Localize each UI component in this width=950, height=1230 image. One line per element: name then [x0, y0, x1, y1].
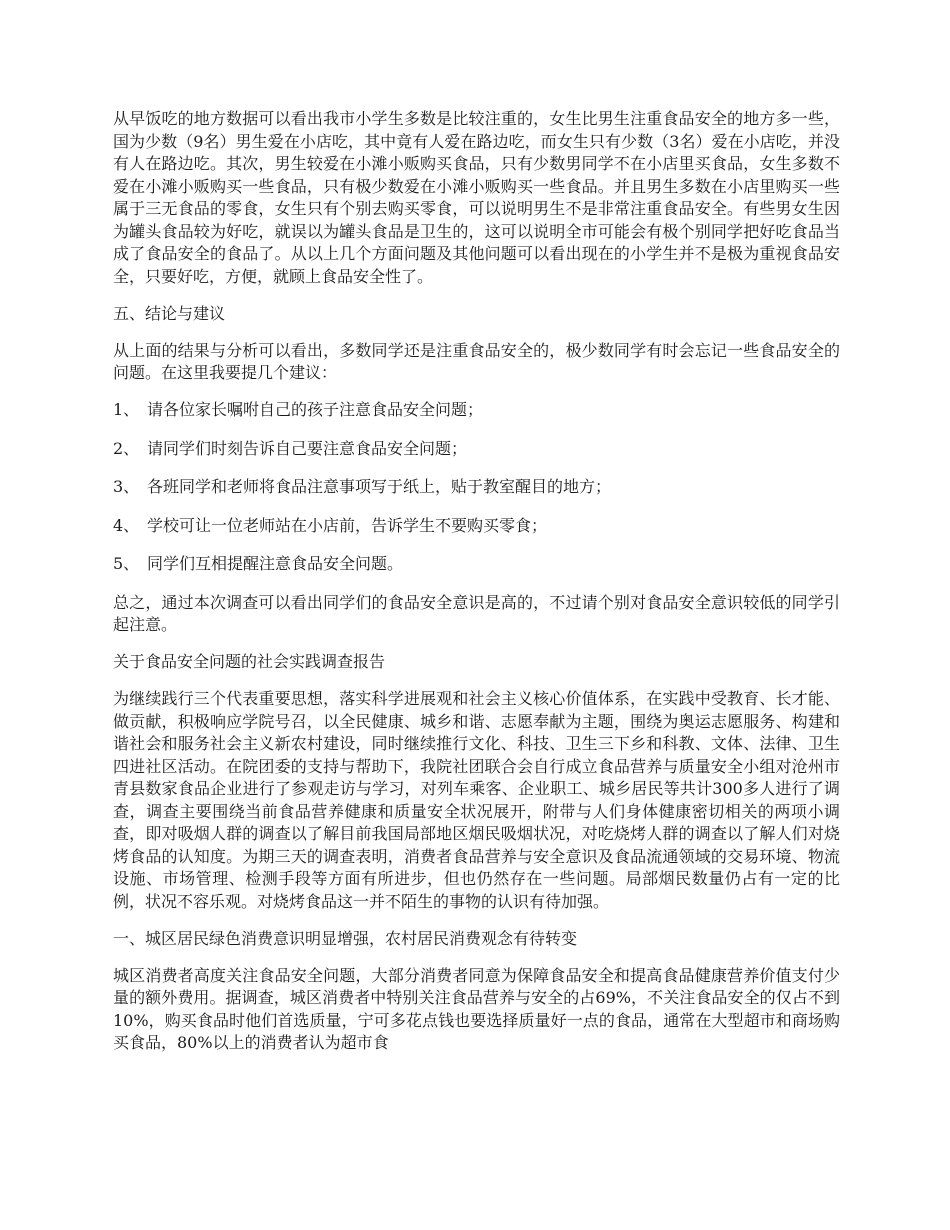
list-text: 同学们互相提醒注意食品安全问题。	[147, 554, 404, 573]
list-number: 2、	[113, 438, 140, 458]
paragraph-conclusions-intro: 从上面的结果与分析可以看出，多数同学还是注重食品安全的，极少数同学有时会忘记一些食品安全的问题。在这里我要提几个建议：	[113, 340, 840, 382]
list-text: 学校可让一位老师站在小店前，告诉学生不要购买零食；	[147, 515, 548, 535]
list-item	[113, 515, 840, 538]
list-item	[113, 399, 840, 422]
list-text: 各班同学和老师将食品注意事项写于纸上，贴于教室醒目的地方；	[147, 477, 612, 496]
suggestion-list	[113, 399, 840, 576]
list-number: 3、	[113, 477, 140, 496]
list-text: 请同学们时刻告诉自己要注意食品安全问题；	[147, 438, 468, 458]
document-page	[113, 108, 840, 1069]
paragraph-summary: 总之，通过本次调查可以看出同学们的食品安全意识是高的，不过请个别对食品安全意识较低的同学引起注意。	[113, 592, 840, 634]
list-number: 1、	[113, 400, 140, 419]
list-item	[113, 476, 840, 499]
section-heading-consumption: 一、城区居民绿色消费意识明显增强，农村居民消费观念有待转变	[113, 928, 578, 948]
list-number: 5、	[113, 554, 140, 573]
list-text: 请各位家长嘱咐自己的孩子注意食品安全问题；	[147, 400, 484, 419]
paragraph-breakfast-analysis: 从早饭吃的地方数据可以看出我市小学生多数是比较注重的，女生比男生注重食品安全的地方多一些，国为少数（9名）男生爱在小店吃，其中竟有人爱在路边吃，而女生只有少数（3名）爱在小店吃，并没有人在路边吃。其次，男生较爱在小滩小贩购买食品，只有少数男同学不在小店里买食品，女生多数不爱在小滩小贩购买一些食品，只有极少数爱在小滩小贩购买一些食品。并且男生多数在小店里购买一些属于三无食品的零食，女生只有个别去购买零食，可以说明男生不是非常注重食品安全。有些男女生因为罐头食品较为好吃，就误以为罐头食品是卫生的，这可以说明全市可能会有极个别同学把好吃食品当成了食品安全的食品了。从以上几个方面问题及其他问题可以看出现在的小学生并不是极为重视食品安全，只要好吃，方便，就顾上食品安全性了。	[113, 109, 840, 286]
list-number: 4、	[113, 515, 140, 535]
list-item	[113, 553, 840, 576]
paragraph-report-intro: 为继续践行三个代表重要思想，落实科学进展观和社会主义核心价值体系，在实践中受教育、长才能、做贡献，积极响应学院号召，以全民健康、城乡和谐、志愿奉献为主题，围绕为奥运志愿服务、构建和谐社会和服务社会主义新农村建设，同时继续推行文化、科技、卫生三下乡和科教、文体、法律、卫生四进社区活动。在院团委的支持与帮助下，我院社团联合会自行成立食品营养与质量安全小组对沧州市青县数家食品企业进行了参观走访与学习，对列车乘客、企业职工、城乡居民等共计300多人进行了调查，调查主要围绕当前食品营养健康和质量安全状况展开，附带与人们身体健康密切相关的两项小调查，即对吸烟人群的调查以了解目前我国局部地区烟民吸烟状况，对吃烧烤人群的调查以了解人们对烧烤食品的认知度。为期三天的调查表明，消费者食品营养与安全意识及食品流通领域的交易环境、物流设施、市场管理、检测手段等方面有所进步，但也仍然存在一些问题。局部烟民数量仍占有一定的比例，状况不容乐观。对烧烤食品这一并不陌生的事物的认识有待加强。	[113, 689, 840, 911]
section-heading-conclusions: 五、结论与建议	[113, 303, 226, 323]
report-title: 关于食品安全问题的社会实践调查报告	[113, 652, 386, 671]
list-item	[113, 438, 840, 461]
paragraph-consumption: 城区消费者高度关注食品安全问题，大部分消费者同意为保障食品安全和提高食品健康营养价值支付少量的额外费用。据调查，城区消费者中特别关注食品营养与安全的占69%，不关注食品安全的仅占不到10%，购买食品时他们首选质量，宁可多花点钱也要选择质量好一点的食品，通常在大型超市和商场购买食品，80%以上的消费者认为超市食	[113, 965, 840, 1052]
